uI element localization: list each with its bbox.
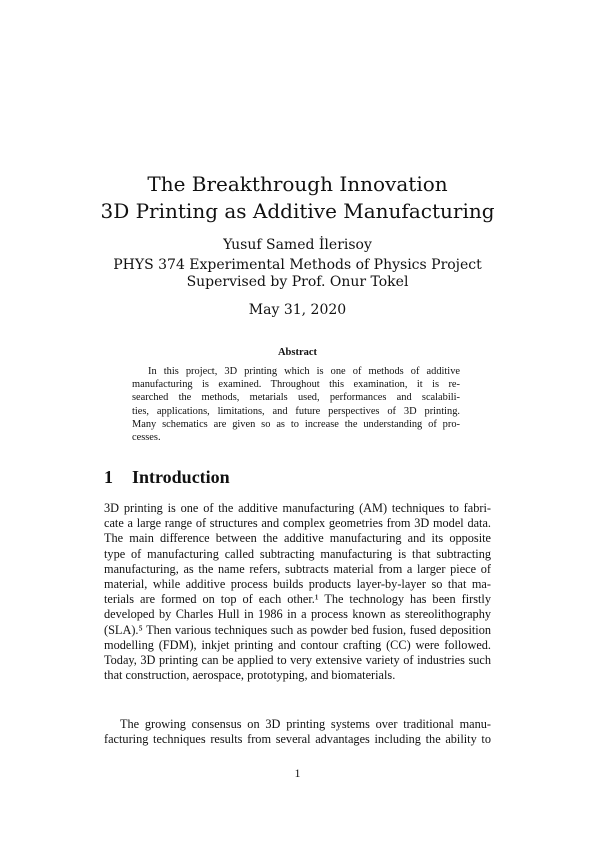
section-title: Introduction	[132, 467, 230, 487]
body-line: type of manufacturing called subtracting manufacturing is that subtracting	[104, 546, 491, 561]
abstract-line: searched the methods, metarials used, performances and scalabili-	[132, 392, 460, 404]
body-line: manufacturing, as the name refers, subtracts material from a larger piece of	[104, 561, 491, 576]
abstract-heading: Abstract	[277, 347, 318, 358]
abstract-line: manufacturing is examined. Throughout this examination, it is re-	[132, 379, 460, 391]
author-name: Yusuf Samed İlerisoy	[223, 237, 372, 253]
paper-title-line-2: 3D Printing as Additive Manufacturing	[100, 199, 495, 223]
abstract-line: ties, applications, limitations, and future perspectives of 3D printing.	[132, 405, 460, 417]
date-line: May 31, 2020	[248, 302, 347, 318]
body-line: that construction, aerospace, prototyping, and biomaterials.	[104, 668, 396, 683]
body-line: The growing consensus on 3D printing systems over traditional manu-	[120, 717, 491, 731]
body-line: material, while additive process builds products layer-by-layer so that ma-	[104, 577, 491, 592]
section-heading	[104, 467, 230, 488]
body-line: cate a large range of structures and complex geometries from 3D model data.	[104, 516, 491, 531]
course-line: PHYS 374 Experimental Methods of Physics Project	[113, 257, 482, 273]
abstract-line: In this project, 3D printing which is one of methods of additive	[148, 366, 460, 377]
page-number: 1	[294, 766, 301, 780]
body-line: modelling (FDM), inkjet printing and contour crafting (CC) were followed.	[104, 637, 491, 652]
abstract-body	[132, 365, 460, 444]
abstract-line: cesses.	[132, 432, 161, 444]
paper-title-line-1: The Breakthrough Innovation	[147, 172, 448, 196]
body-line: (SLA).⁵ Then various techniques such as powder bed fusion, fused deposition	[104, 622, 491, 637]
supervisor-line: Supervised by Prof. Onur Tokel	[186, 274, 409, 290]
intro-paragraph-1	[104, 501, 491, 683]
intro-paragraph-2	[104, 717, 491, 747]
body-line: terials are formed on top of each other.¹ The technology has been firstly	[104, 592, 491, 607]
section-number: 1	[104, 467, 113, 487]
abstract-line: Many schematics are given so as to increase the understanding of pro-	[132, 418, 460, 430]
body-line: The main difference between the additive manufacturing and its opposite	[104, 531, 491, 546]
body-line: developed by Charles Hull in 1986 in a process known as stereolithography	[104, 607, 491, 622]
body-line: facturing techniques results from several advantages including the ability to	[104, 732, 491, 747]
body-line: 3D printing is one of the additive manufacturing (AM) techniques to fabri-	[104, 501, 491, 515]
body-line: Today, 3D printing can be applied to very extensive variety of industries such	[104, 653, 491, 668]
